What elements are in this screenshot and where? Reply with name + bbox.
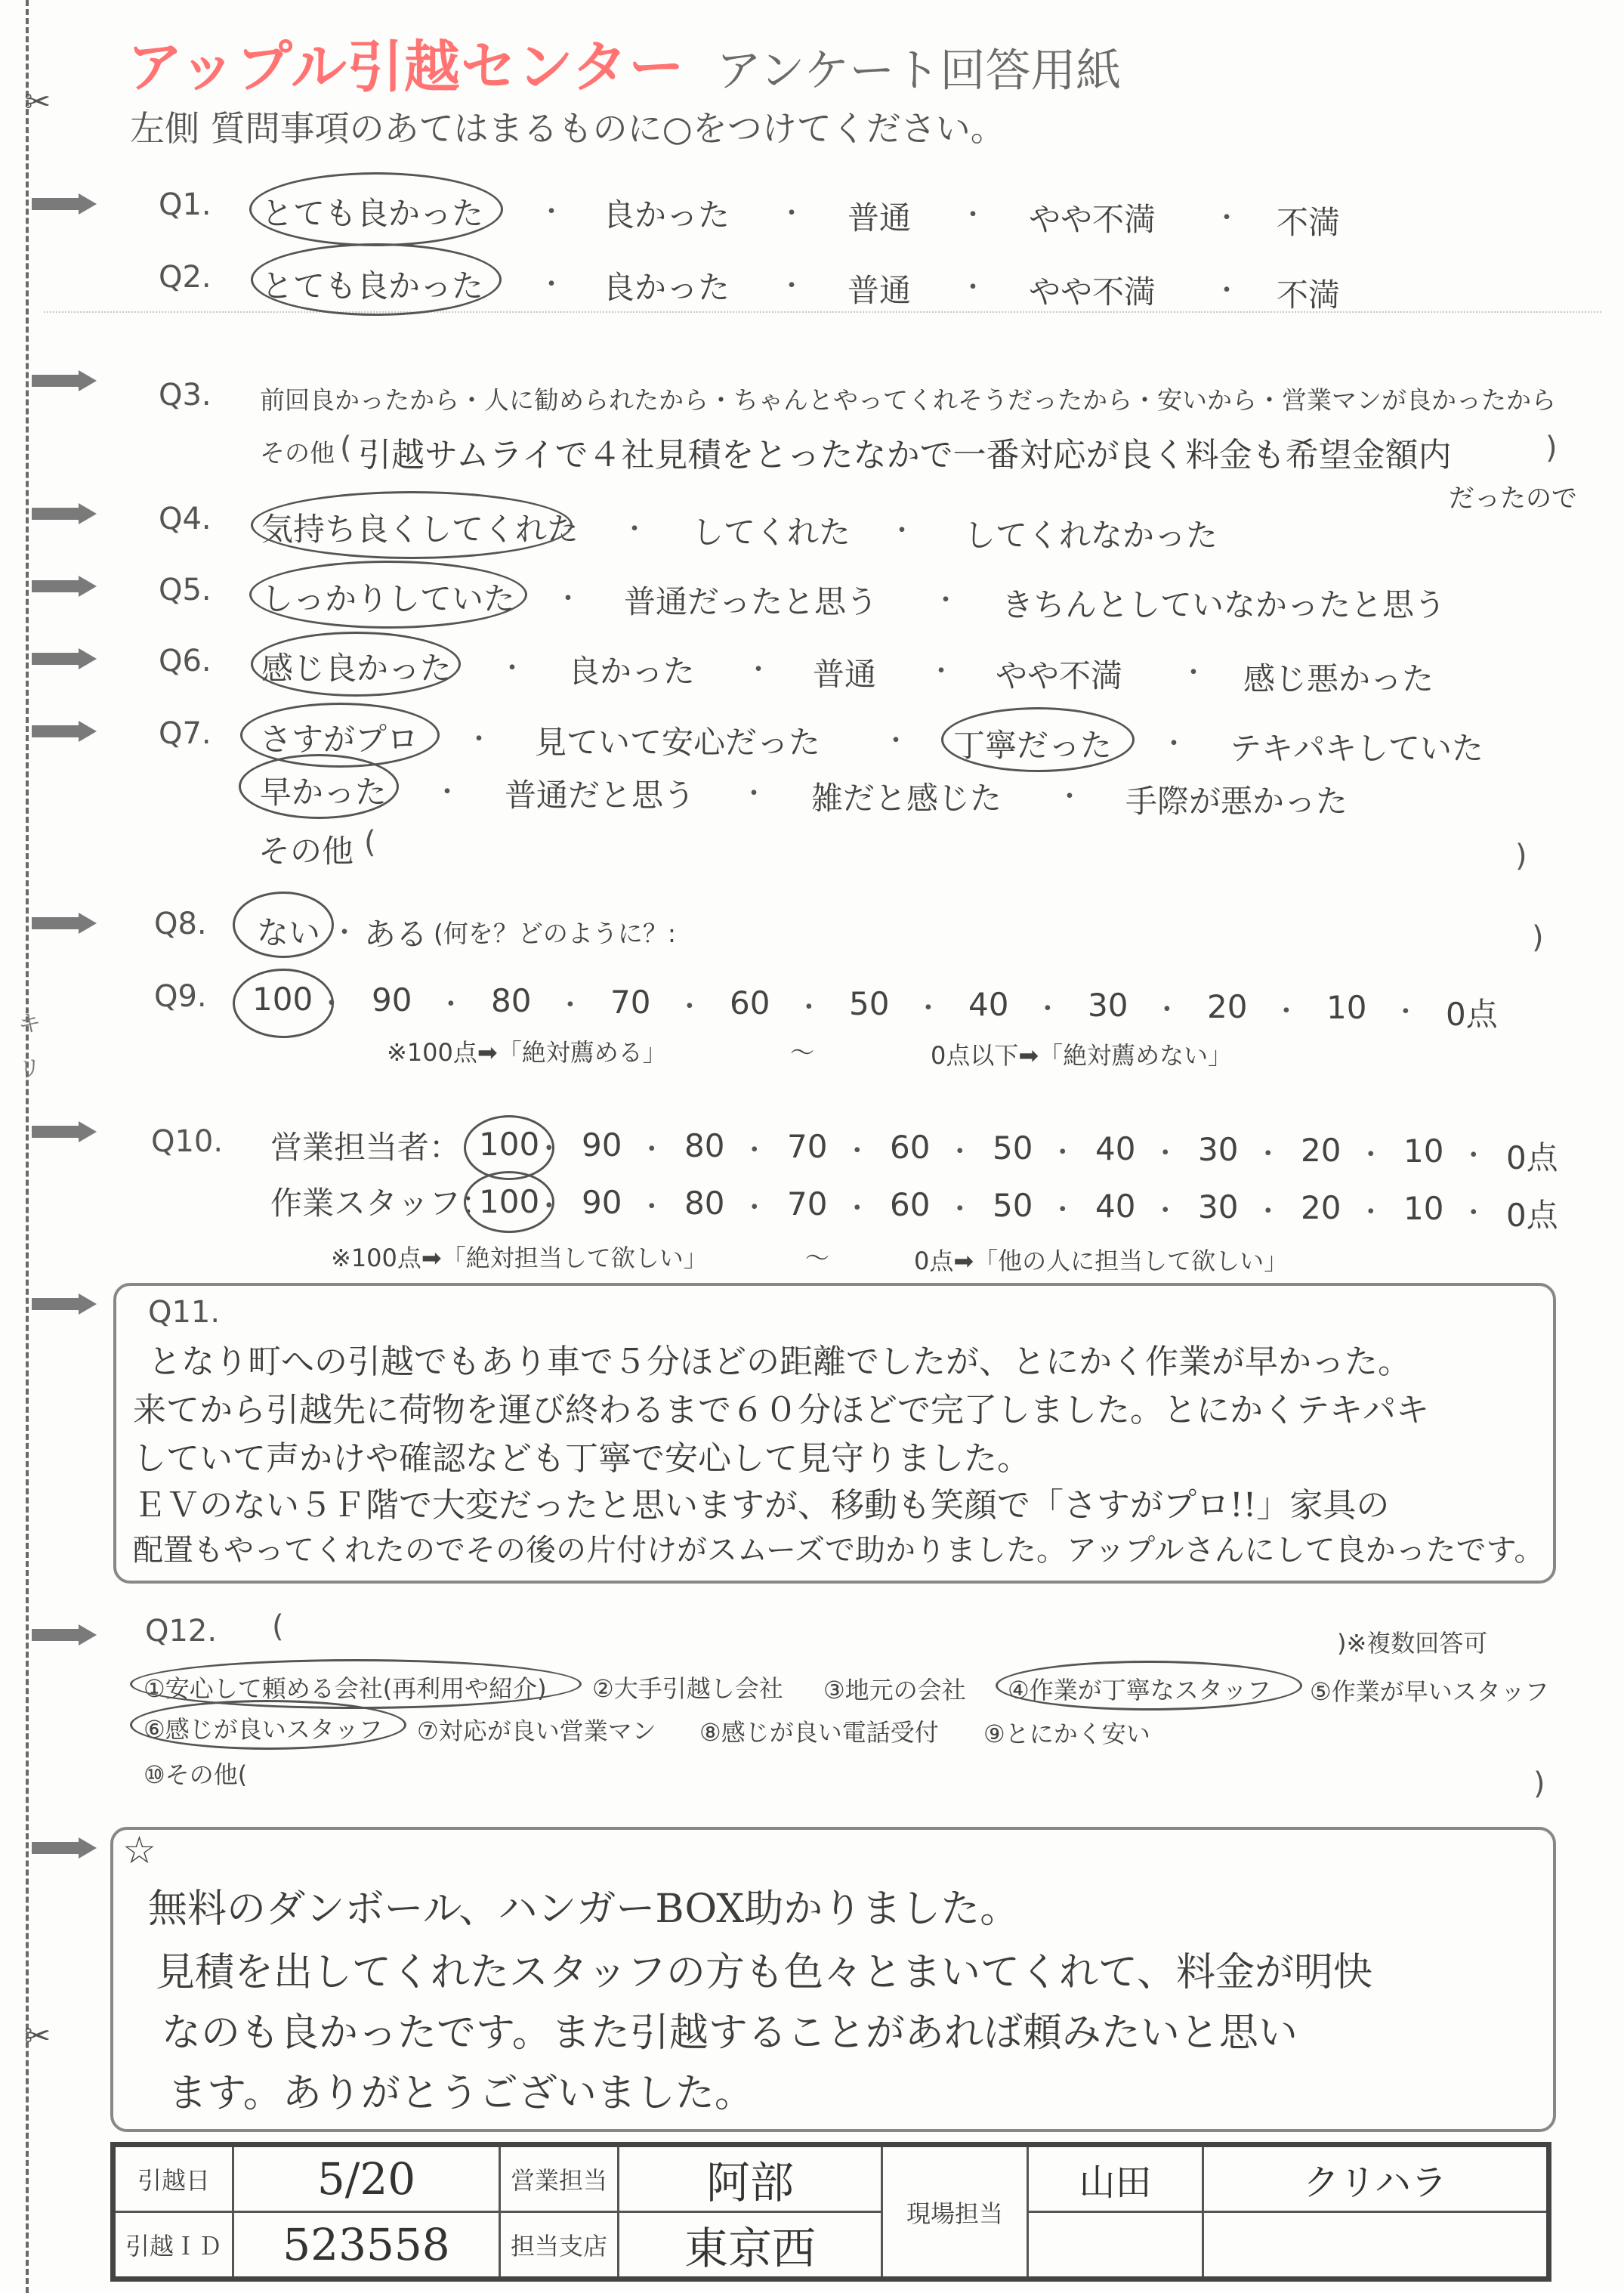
q9-score-8[interactable]: 20	[1207, 987, 1248, 1025]
move-id-value[interactable]: 523558	[233, 2212, 500, 2279]
field-staff-4[interactable]	[1203, 2212, 1548, 2279]
q2-option-1[interactable]: とても良かった	[261, 267, 484, 304]
q9-score-10[interactable]: 0点	[1446, 996, 1498, 1033]
q10-sales-separator: ・	[638, 1134, 665, 1165]
q10-staff-separator: ・	[1357, 1197, 1385, 1228]
q12-option-9[interactable]: ⑨とにかく安い	[983, 1720, 1150, 1748]
scissors-icon: ✂	[24, 83, 51, 120]
q10-staff-separator: ・	[1048, 1194, 1076, 1225]
arrow-icon	[32, 653, 79, 665]
q6-option-5[interactable]: 感じ悪かった	[1243, 660, 1434, 697]
q10-note-tilde: 〜	[805, 1244, 830, 1272]
q10-staff-score-2[interactable]: 80	[684, 1185, 725, 1222]
q11-line-5: 配置もやってくれたのでその後の片付けがスムーズで助かりました。アップルさんにして良かったです。	[133, 1533, 1545, 1568]
q10-staff-separator: ・	[946, 1194, 974, 1225]
margin-mark: キ	[18, 1011, 41, 1037]
q10-sales-separator: ・	[946, 1136, 974, 1167]
q10-sales-score-7[interactable]: 30	[1198, 1131, 1239, 1168]
q9-separator: ・	[317, 988, 345, 1019]
q10-staff-score-0[interactable]: 100	[479, 1183, 540, 1220]
q11-line-3: していて声かけや確認なども丁寧で安心して見守りました。	[133, 1439, 1030, 1478]
q10-sales-score-3[interactable]: 70	[787, 1128, 828, 1165]
q9-score-6[interactable]: 40	[968, 986, 1009, 1024]
q9-score-2[interactable]: 80	[491, 982, 532, 1020]
q12-option-3[interactable]: ③地元の会社	[823, 1676, 966, 1704]
q1-label: Q1.	[159, 187, 211, 222]
field-staff-label: 現場担当	[882, 2145, 1028, 2279]
q10-sales-separator: ・	[1357, 1139, 1385, 1170]
q10-sales-score-1[interactable]: 90	[582, 1126, 622, 1163]
q10-sales-score-0[interactable]: 100	[479, 1126, 540, 1163]
q9-separator: ・	[437, 989, 465, 1021]
star-icon: ☆	[122, 1828, 156, 1872]
q7-option-7[interactable]: 雑だと感じた	[811, 780, 1002, 817]
q7-option-8[interactable]: 手際が悪かった	[1125, 783, 1348, 820]
q7-option-5[interactable]: 早かった	[260, 774, 387, 811]
q12-selection-circle-1	[130, 1659, 582, 1709]
q10-staff-score-7[interactable]: 30	[1198, 1188, 1239, 1225]
sales-rep-label: 営業担当	[500, 2145, 619, 2212]
q10-sales-score-6[interactable]: 40	[1095, 1130, 1136, 1167]
q2-option-3[interactable]: 普通	[848, 272, 912, 309]
q9-note-tilde: 〜	[790, 1038, 815, 1067]
q3-options: 前回良かったから・人に勧められたから・ちゃんとやってくれそうだったから・安いから・営業マンが良かったから	[260, 385, 1556, 415]
q4-label: Q4.	[159, 502, 211, 536]
q2-option-5[interactable]: 不満	[1277, 277, 1341, 314]
q9-separator: ・	[1153, 994, 1181, 1026]
q4-option-3[interactable]: してくれなかった	[964, 517, 1218, 554]
scissors-icon: ✂	[24, 2017, 51, 2054]
q12-option-8[interactable]: ⑧感じが良い電話受付	[699, 1718, 939, 1747]
field-staff-2[interactable]: クリハラ	[1203, 2145, 1548, 2212]
q10-staff-separator: ・	[1254, 1196, 1282, 1227]
q5-label: Q5.	[159, 573, 211, 607]
q10-staff-separator: ・	[740, 1192, 768, 1223]
comment-line-4: ます。ありがとうございました。	[168, 2071, 754, 2116]
q9-note-high: ※100点➡「絶対薦める」	[387, 1038, 667, 1067]
q12-multi-note: )※複数回答可	[1337, 1629, 1488, 1658]
q7-option-1[interactable]: さすがプロ	[260, 721, 419, 758]
q10-staff-separator: ・	[843, 1193, 871, 1224]
q5-option-2[interactable]: 普通だったと思う	[624, 583, 878, 620]
q7-label: Q7.	[159, 716, 211, 751]
q3-label: Q3.	[159, 378, 211, 413]
q10-sales-score-8[interactable]: 20	[1301, 1132, 1341, 1169]
q7-selection-circle-2	[941, 707, 1135, 772]
q10-staff-label: 作業スタッフ：	[270, 1185, 493, 1222]
arrow-icon	[32, 375, 79, 387]
q12-option-10[interactable]: ⑩その他(	[144, 1760, 248, 1789]
q11-line-1: となり町への引越でもあり車で５分ほどの距離でしたが、とにかく作業が早かった。	[148, 1343, 1411, 1381]
q3-other-answer-cont: だったので	[1449, 484, 1577, 514]
q12-selection-circle-3	[130, 1700, 406, 1750]
q10-sales-separator: ・	[535, 1133, 563, 1164]
q7-option-6[interactable]: 普通だと思う	[505, 777, 696, 814]
q9-separator: ・	[1391, 996, 1419, 1028]
q10-sales-separator: ・	[843, 1136, 871, 1167]
q8-label: Q8.	[154, 907, 207, 941]
q12-option-7[interactable]: ⑦対応が良い営業マン	[417, 1717, 656, 1745]
field-staff-3[interactable]	[1028, 2212, 1203, 2279]
q6-selection-circle	[251, 632, 461, 697]
arrow-icon	[32, 725, 79, 737]
q10-staff-score-6[interactable]: 40	[1095, 1188, 1136, 1225]
form-title: アンケート回答用紙	[716, 45, 1122, 97]
move-id-label: 引越ＩＤ	[113, 2212, 233, 2279]
q8-prompt: (何を？どのように？:	[434, 919, 676, 948]
q10-sales-separator: ・	[740, 1135, 768, 1166]
q10-staff-separator: ・	[638, 1191, 665, 1222]
binder-perforation	[26, 0, 33, 2293]
q6-option-2[interactable]: 良かった	[568, 653, 696, 690]
q10-staff-score-9[interactable]: 10	[1403, 1190, 1444, 1227]
q10-sales-score-9[interactable]: 10	[1403, 1133, 1444, 1170]
q10-staff-score-8[interactable]: 20	[1301, 1189, 1341, 1226]
q10-note-low: 0点➡「他の人に担当して欲しい」	[914, 1247, 1289, 1275]
q10-staff-score-5[interactable]: 50	[993, 1187, 1033, 1224]
q10-note-high: ※100点➡「絶対担当して欲しい」	[331, 1244, 708, 1272]
comment-line-2: 見積を出してくれたスタッフの方も色々とまいてくれて、料金が明快	[156, 1950, 1372, 1995]
q3-other-answer[interactable]: 引越サムライで４社見積をとったなかで一番対応が良く料金も希望金額内	[358, 436, 1452, 474]
q1-selection-circle	[249, 172, 503, 246]
q4-selection-circle	[251, 491, 573, 559]
q7-option-3[interactable]: 丁寧だった	[953, 727, 1113, 764]
q6-option-1[interactable]: 感じ良かった	[261, 650, 452, 687]
q2-option-4[interactable]: やや不満	[1029, 273, 1156, 311]
q3-other-label: その他	[260, 438, 335, 468]
q1-option-1[interactable]: とても良かった	[261, 195, 484, 232]
q11-label: Q11.	[148, 1295, 221, 1330]
field-staff-1[interactable]: 山田	[1028, 2145, 1203, 2212]
q10-sales-separator: ・	[1048, 1137, 1076, 1168]
arrow-icon	[32, 580, 79, 592]
q10-staff-score-4[interactable]: 60	[890, 1186, 931, 1223]
q7-other-label: その他	[258, 833, 354, 870]
q1-option-5[interactable]: 不満	[1277, 204, 1341, 241]
arrow-icon	[32, 1126, 79, 1138]
move-date-label: 引越日	[113, 2145, 233, 2212]
q12-label: Q12.	[145, 1614, 218, 1649]
q1-option-2[interactable]: 良かった	[603, 196, 730, 233]
q12-option-6[interactable]: ⑥感じが良いスタッフ	[144, 1715, 383, 1744]
q9-score-9[interactable]: 10	[1326, 988, 1367, 1026]
q2-label: Q2.	[159, 260, 211, 295]
instruction-text: 左側 質問事項のあてはまるものに○をつけてください。	[130, 108, 1005, 149]
arrow-icon	[32, 198, 79, 210]
q1-option-4[interactable]: やや不満	[1029, 201, 1156, 238]
company-title: アップル引越センター	[127, 35, 685, 100]
margin-mark: リ	[18, 1056, 41, 1083]
move-date-value[interactable]: 5/20	[233, 2145, 500, 2212]
q10-staff-score-1[interactable]: 90	[582, 1184, 622, 1221]
q8-selection-circle	[233, 892, 334, 958]
q6-option-3[interactable]: 普通	[813, 656, 877, 693]
q2-option-2[interactable]: 良かった	[603, 269, 730, 306]
arrow-icon	[32, 1298, 79, 1310]
q9-score-7[interactable]: 30	[1088, 987, 1128, 1024]
q5-option-1[interactable]: しっかりしていた	[261, 580, 516, 617]
q7-selection-circle-3	[239, 754, 399, 819]
q12-option-2[interactable]: ②大手引越し会社	[592, 1674, 783, 1703]
comment-line-1: 無料のダンボール、ハンガーBOX助かりました。	[148, 1887, 1020, 1932]
q9-separator: ・	[556, 990, 584, 1021]
branch-value[interactable]: 東京西	[619, 2212, 882, 2279]
q12-option-4[interactable]: ④作業が丁寧なスタッフ	[1008, 1676, 1271, 1704]
q9-score-5[interactable]: 50	[849, 985, 890, 1022]
q6-option-4[interactable]: やや不満	[996, 657, 1123, 694]
q5-option-3[interactable]: きちんとしていなかったと思う	[1002, 586, 1446, 623]
q12-selection-circle-2	[996, 1661, 1302, 1710]
q10-sales-score-5[interactable]: 50	[993, 1130, 1033, 1167]
footer-table	[110, 2142, 1551, 2282]
q9-score-4[interactable]: 60	[730, 984, 770, 1021]
q9-separator: ・	[914, 993, 942, 1024]
q8-option-none[interactable]: ない	[257, 914, 321, 951]
q2-selection-circle	[251, 243, 502, 316]
q10-sales-separator: ・	[1151, 1138, 1179, 1169]
q5-selection-circle	[249, 561, 527, 629]
q9-separator: ・	[1033, 994, 1061, 1025]
q10-staff-separator: ・	[535, 1191, 563, 1222]
q4-option-2[interactable]: してくれた	[692, 514, 851, 551]
q10-label: Q10.	[151, 1124, 224, 1159]
q7-option-2[interactable]: 見ていて安心だった	[535, 724, 821, 761]
branch-label: 担当支店	[500, 2212, 619, 2279]
q12-option-5[interactable]: ⑤作業が早いスタッフ	[1310, 1677, 1549, 1706]
arrow-icon	[32, 508, 79, 520]
q9-score-1[interactable]: 90	[372, 981, 412, 1019]
sales-rep-value[interactable]: 阿部	[619, 2145, 882, 2212]
arrow-icon	[32, 917, 79, 929]
divider	[44, 311, 1601, 313]
q10-staff-separator: ・	[1459, 1197, 1487, 1228]
q8-option-some[interactable]: ある	[364, 916, 428, 953]
q9-score-3[interactable]: 70	[610, 983, 651, 1021]
q10-sales-score-10[interactable]: 0点	[1506, 1139, 1558, 1176]
q10-sales-label: 営業担当者：	[270, 1129, 462, 1166]
q10-sales-score-2[interactable]: 80	[684, 1127, 725, 1164]
q4-option-1[interactable]: 気持ち良くしてくれた	[261, 511, 579, 548]
arrow-icon	[32, 1629, 79, 1641]
q6-label: Q6.	[159, 644, 211, 678]
q9-separator: ・	[795, 991, 823, 1023]
q10-sales-separator: ・	[1254, 1139, 1282, 1170]
q10-staff-separator: ・	[1151, 1195, 1179, 1226]
q9-separator: ・	[675, 990, 703, 1022]
q7-option-4[interactable]: テキパキしていた	[1230, 730, 1484, 767]
q9-separator: ・	[1272, 995, 1300, 1027]
q10-staff-score-10[interactable]: 0点	[1506, 1197, 1558, 1234]
q9-label: Q9.	[154, 979, 207, 1014]
q12-option-1[interactable]: ①安心して頼める会社(再利用や紹介)	[144, 1674, 547, 1703]
q10-sales-score-4[interactable]: 60	[890, 1129, 931, 1166]
q10-sales-separator: ・	[1459, 1140, 1487, 1171]
q10-staff-score-3[interactable]: 70	[787, 1185, 828, 1222]
q9-note-low: 0点以下➡「絶対薦めない」	[931, 1041, 1233, 1070]
q11-line-4: ＥＶのない５Ｆ階で大変だったと思いますが、移動も笑顔で「さすがプロ!!」家具の	[133, 1486, 1390, 1525]
comment-line-3: なのも良かったです。また引越することがあれば頼みたいと思い	[162, 2010, 1298, 2056]
arrow-icon	[32, 1842, 79, 1854]
q9-score-0[interactable]: 100	[252, 981, 313, 1018]
q11-line-2: 来てから引越先に荷物を運び終わるまで６０分ほどで完了しました。とにかくテキパキ	[133, 1391, 1429, 1429]
q1-option-3[interactable]: 普通	[848, 199, 912, 236]
